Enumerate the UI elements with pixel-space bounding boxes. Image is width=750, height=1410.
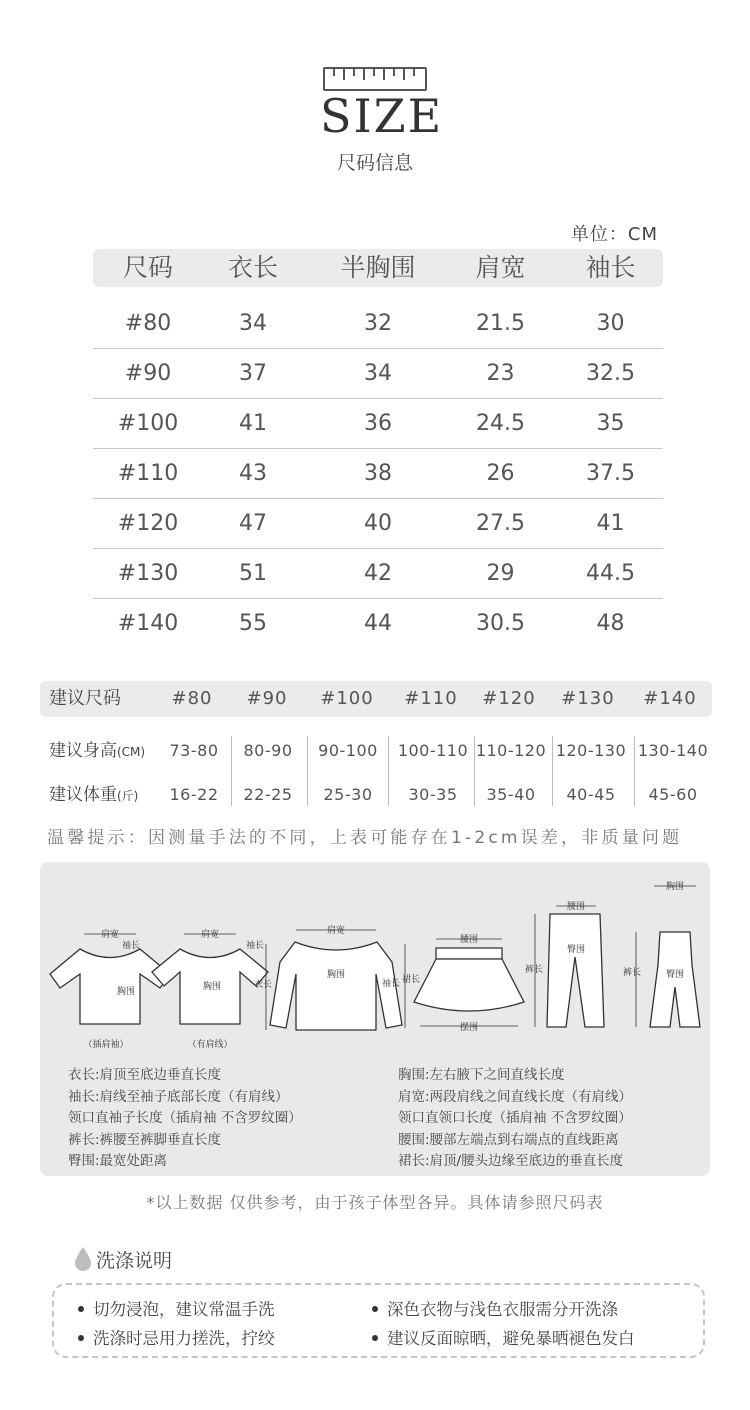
note-line: 领口直领口长度（插肩袖 不含罗纹圈）	[398, 1110, 632, 1127]
weight-row	[40, 780, 712, 810]
table-cell: 47	[239, 511, 267, 536]
table-row	[93, 449, 663, 499]
pants-length-label: 裤长	[524, 965, 544, 975]
hip-label: 臀围	[665, 970, 685, 980]
recommend-size: #140	[643, 688, 697, 709]
weight-value: 30-35	[408, 785, 458, 804]
note-line: 肩宽:两段肩线之间直线长度（有肩线）	[398, 1088, 633, 1105]
recommend-size: #130	[561, 688, 615, 709]
note-line: 衣长:肩顶至底边垂直长度	[68, 1067, 222, 1083]
note-line: 臀围:最宽处距离	[68, 1153, 168, 1170]
skirt-length-label: 裙长	[401, 975, 421, 985]
table-cell: 27.5	[476, 511, 525, 536]
reference-note: *以上数据 仅供参考，由于孩子体型各异。具体请参照尺码表	[146, 1193, 604, 1212]
column-header: 衣长	[227, 253, 278, 282]
raglan-caption: （插肩袖）	[83, 1040, 129, 1050]
table-cell: 34	[364, 361, 392, 386]
note-line: 领口直袖子长度（插肩袖 不含罗纹圈）	[68, 1110, 302, 1127]
weight-label: 建议体重(斤)	[49, 785, 139, 805]
measurement-guide	[40, 862, 710, 1176]
height-value: 80-90	[243, 741, 293, 760]
table-cell: #110	[117, 461, 179, 486]
table-cell: 41	[239, 411, 267, 436]
hip-label: 臀围	[566, 945, 586, 955]
wash-title: 洗涤说明	[96, 1250, 173, 1272]
skirt-icon	[436, 948, 502, 959]
column-divider	[474, 736, 475, 806]
shoulder-label: 肩宽	[200, 930, 220, 940]
recommend-size: #90	[246, 688, 288, 709]
garment-diagram	[40, 862, 710, 1062]
table-cell: 32	[364, 311, 392, 336]
table-cell: #140	[117, 611, 179, 636]
length-label: 衣长	[253, 980, 273, 990]
table-cell: 44	[364, 611, 392, 636]
height-value: 110-120	[475, 741, 547, 760]
column-header: 半胸围	[340, 253, 416, 282]
table-row	[93, 599, 663, 649]
set-in-caption: （有肩线）	[187, 1040, 233, 1050]
table-cell: 35	[596, 411, 625, 436]
chest-label: 胸围	[116, 987, 136, 997]
measurement-notes-right	[398, 1065, 632, 1173]
note-line: 袖长:肩线至袖子底部长度（有肩线）	[68, 1088, 289, 1105]
table-cell: #120	[117, 511, 179, 536]
table-cell: 37	[239, 361, 267, 386]
weight-value: 16-22	[169, 785, 219, 804]
chest-label: 胸围	[202, 982, 222, 992]
size-table-header	[93, 249, 663, 287]
table-cell: 30	[596, 311, 625, 336]
table-cell: 29	[486, 561, 515, 586]
table-cell: 24.5	[476, 411, 525, 436]
table-row	[93, 299, 663, 349]
column-header: 尺码	[122, 253, 173, 282]
table-cell: 40	[364, 511, 392, 536]
table-cell: 36	[364, 411, 392, 436]
column-divider	[388, 736, 389, 806]
wash-item: 切勿浸泡，建议常温手洗	[78, 1296, 275, 1320]
height-value: 90-100	[318, 741, 378, 760]
size-logo: SIZE	[320, 89, 444, 143]
measurement-notes-left	[68, 1065, 302, 1173]
pants-icon	[547, 914, 604, 1027]
recommend-size: #120	[482, 688, 536, 709]
note-line: 裤长:裤腰至裤脚垂直长度	[68, 1131, 222, 1148]
height-value: 120-130	[555, 741, 627, 760]
table-cell: #80	[124, 311, 172, 336]
chest-label: 胸围	[665, 882, 685, 892]
weight-value: 45-60	[648, 785, 698, 804]
waist-label: 腰围	[566, 902, 586, 912]
table-cell: 37.5	[586, 461, 635, 486]
height-value: 100-110	[397, 741, 469, 760]
table-cell: 42	[364, 561, 392, 586]
waist-label: 腰围	[459, 935, 479, 945]
table-row	[93, 549, 663, 599]
table-cell: #130	[117, 561, 179, 586]
wash-item: 洗涤时忌用力搓洗，拧绞	[78, 1325, 275, 1349]
column-header: 袖长	[585, 253, 636, 282]
recommend-label: 建议尺码	[49, 688, 121, 709]
note-line: 裙长:肩顶/腰头边缘至底边的垂直长度	[398, 1153, 624, 1170]
weight-value: 25-30	[323, 785, 373, 804]
weight-value: 22-25	[243, 785, 293, 804]
column-divider	[231, 736, 232, 806]
wash-item: 深色衣物与浅色衣服需分开洗涤	[372, 1296, 618, 1320]
note-line: 腰围:腰部左端点到右端点的直线距离	[398, 1131, 619, 1148]
pants-length-label: 裤长	[622, 968, 642, 978]
shoulder-label: 肩宽	[326, 926, 346, 936]
page-subtitle: 尺码信息	[336, 152, 413, 174]
height-value: 130-140	[637, 741, 709, 760]
table-cell: 48	[596, 611, 625, 636]
recommend-header	[40, 681, 712, 717]
table-cell: 55	[239, 611, 267, 636]
weight-value: 35-40	[486, 785, 536, 804]
note-line: 胸围:左右腋下之间直线长度	[398, 1067, 565, 1083]
sleeve-label: 袖长	[381, 979, 401, 989]
unit-label: 单位：CM	[570, 224, 658, 245]
height-row	[40, 736, 712, 766]
table-cell: #100	[117, 411, 179, 436]
table-cell: 34	[239, 311, 267, 336]
table-cell: 43	[239, 461, 267, 486]
sleeve-label: 袖长	[121, 941, 141, 951]
height-label: 建议身高(CM)	[49, 741, 146, 761]
recommend-size: #110	[404, 688, 458, 709]
hem-label: 摆围	[459, 1023, 479, 1033]
weight-value: 40-45	[566, 785, 616, 804]
table-cell: #90	[124, 361, 172, 386]
sleeve-label: 袖长	[245, 941, 265, 951]
wash-item: 建议反面晾晒，避免暴晒褪色发白	[372, 1325, 635, 1349]
table-cell: 21.5	[476, 311, 525, 336]
table-row	[93, 349, 663, 399]
table-row	[93, 499, 663, 549]
shoulder-label: 肩宽	[100, 930, 120, 940]
column-divider	[634, 736, 635, 806]
raglan-tee-icon	[50, 949, 170, 1024]
measurement-tip: 温馨提示：因测量手法的不同，上表可能存在1-2cm误差，非质量问题	[47, 828, 683, 848]
table-cell: 44.5	[586, 561, 635, 586]
table-cell: 32.5	[586, 361, 635, 386]
table-cell: 38	[364, 461, 392, 486]
column-divider	[552, 736, 553, 806]
table-cell: 41	[596, 511, 625, 536]
column-divider	[307, 736, 308, 806]
table-cell: 23	[486, 361, 515, 386]
height-value: 73-80	[169, 741, 219, 760]
recommend-size: #80	[171, 688, 213, 709]
table-row	[93, 399, 663, 449]
table-cell: 51	[239, 561, 267, 586]
recommend-size: #100	[320, 688, 374, 709]
column-header: 肩宽	[475, 253, 526, 282]
chest-label: 胸围	[326, 970, 346, 980]
table-cell: 26	[486, 461, 515, 486]
wash-instructions-box	[52, 1283, 705, 1358]
table-cell: 30.5	[476, 611, 525, 636]
